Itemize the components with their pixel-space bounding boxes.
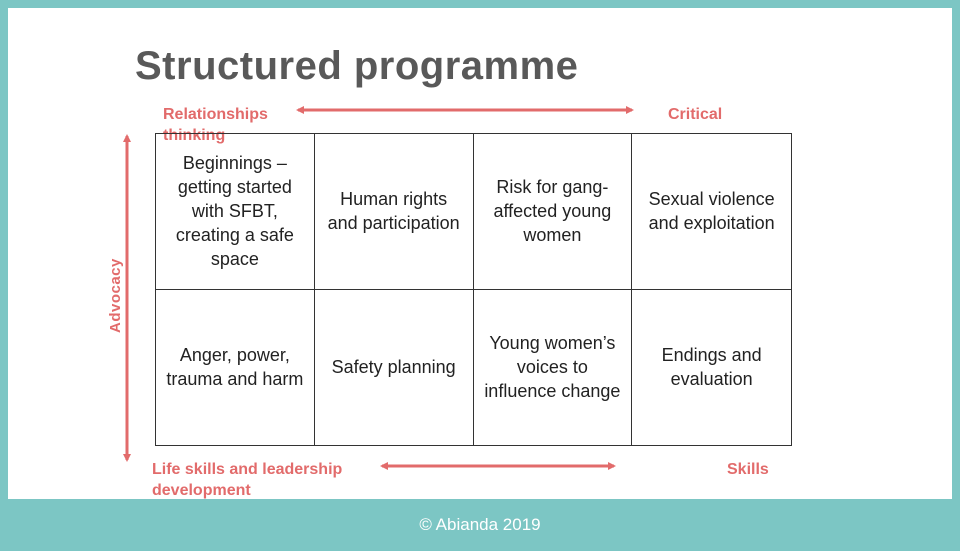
axis-label-life-skills: Life skills and leadership development: [152, 461, 343, 499]
grid-cell: Beginnings – getting started with SFBT, creating a safe space: [156, 134, 315, 290]
grid-cell: Sexual violence and exploitation: [632, 134, 791, 290]
grid-cell: Safety planning: [315, 290, 474, 446]
programme-grid: [155, 133, 792, 446]
grid-cell: Human rights and participation: [315, 134, 474, 290]
grid-cell: Anger, power, trauma and harm: [156, 290, 315, 446]
grid-cell: Young women’s voices to influence change: [474, 290, 633, 446]
grid-cell: Risk for gang-affected young women: [474, 134, 633, 290]
axis-label-skills: Skills: [727, 461, 769, 478]
axis-label-relationships: Relationships thinking: [163, 106, 268, 144]
axis-label-advocacy: Advocacy: [107, 258, 124, 333]
axis-label-critical: Critical: [668, 106, 723, 123]
grid-cell: Endings and evaluation: [661, 345, 762, 390]
copyright-footer: © Abianda 2019: [419, 515, 541, 534]
page-title: Structured programme: [135, 44, 579, 88]
